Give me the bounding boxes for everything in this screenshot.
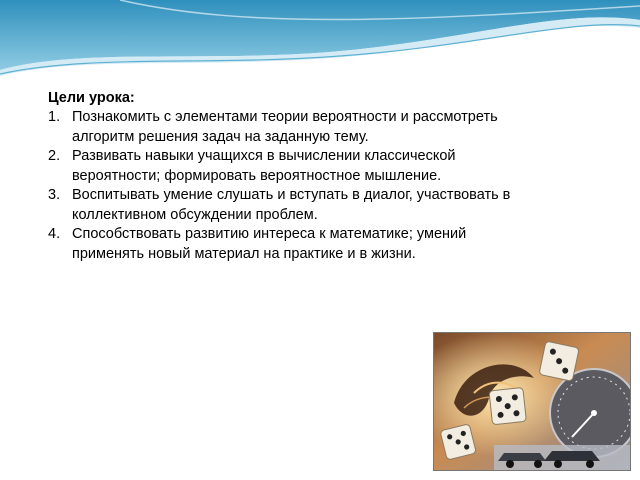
goals-list [48,108,518,264]
goal-item [48,147,518,186]
goal-text: Воспитывать умение слушать и вступать в диалог, участвовать в коллективном обсуждении проблем. [72,187,511,223]
goal-text: Способствовать развитию интереса к математике; умений применять новый материал на практике и в жизни. [72,226,467,262]
dice-collage-illustration [434,333,630,470]
goal-number: 1. [48,109,61,125]
goal-number: 4. [48,226,61,242]
dice-middle [489,387,526,424]
goal-item [48,108,518,147]
collage-image [433,332,631,471]
goal-item [48,225,518,264]
goal-item [48,186,518,225]
dice-bottom-left [440,424,476,460]
speedometer-icon [550,369,630,457]
goal-text: Познакомить с элементами теории вероятности и рассмотреть алгоритм решения задач на заданную тему. [72,109,498,145]
goal-number: 3. [48,187,61,203]
cars-shape [494,445,630,470]
goal-text: Развивать навыки учащихся в вычислении классической вероятности; формировать вероятностное мышление. [72,148,456,184]
goals-title: Цели урока: [48,90,135,106]
goal-number: 2. [48,148,61,164]
lesson-goals [48,89,518,264]
header-wave-decoration [0,0,640,80]
dice-top-right [539,341,579,381]
